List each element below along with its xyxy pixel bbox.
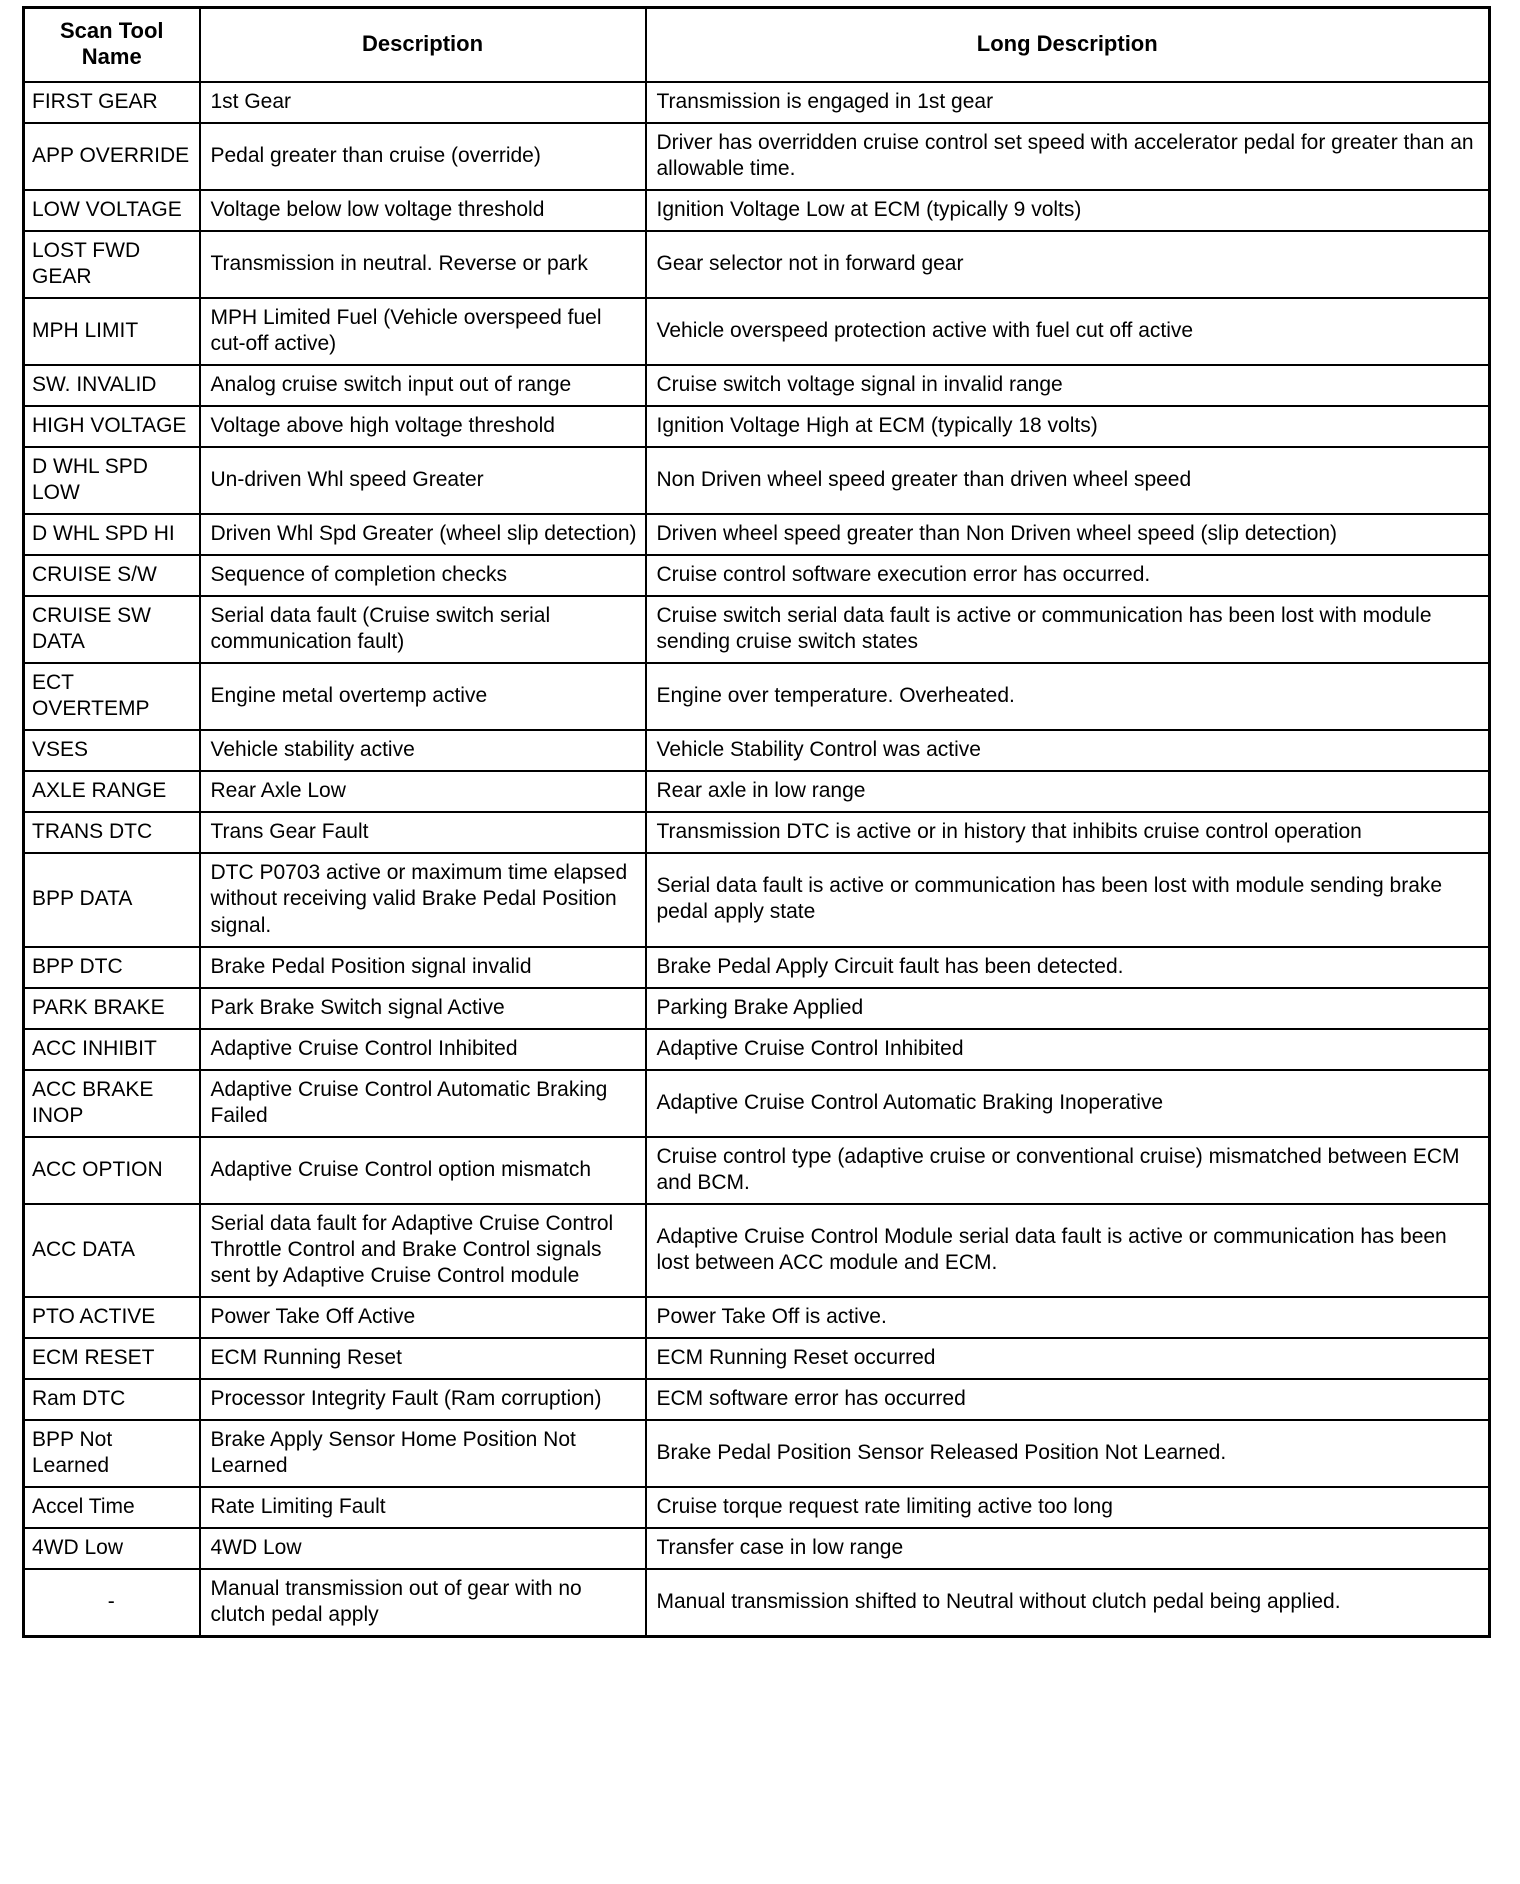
cell-long-description: Driven wheel speed greater than Non Driven wheel speed (slip detection)	[646, 514, 1490, 555]
cell-scan-tool-name: LOW VOLTAGE	[24, 190, 200, 231]
cell-description: Voltage below low voltage threshold	[200, 190, 646, 231]
cell-scan-tool-name: SW. INVALID	[24, 365, 200, 406]
table-row	[24, 555, 1490, 596]
table-row	[24, 447, 1490, 514]
cell-description: Park Brake Switch signal Active	[200, 988, 646, 1029]
cell-long-description: Vehicle Stability Control was active	[646, 730, 1490, 771]
cell-description: Serial data fault (Cruise switch serial communication fault)	[200, 596, 646, 663]
cell-scan-tool-name: D WHL SPD HI	[24, 514, 200, 555]
cell-description: Serial data fault for Adaptive Cruise Control Throttle Control and Brake Control signals sent by Adaptive Cruise Control module	[200, 1204, 646, 1297]
cell-scan-tool-name: CRUISE SW DATA	[24, 596, 200, 663]
table-row	[24, 730, 1490, 771]
table-header-row	[24, 8, 1490, 82]
cell-description: Processor Integrity Fault (Ram corruption)	[200, 1379, 646, 1420]
table-row	[24, 298, 1490, 365]
cell-long-description: Transfer case in low range	[646, 1528, 1490, 1569]
cell-description: Pedal greater than cruise (override)	[200, 123, 646, 190]
cell-scan-tool-name: ECM RESET	[24, 1338, 200, 1379]
cell-scan-tool-name: Ram DTC	[24, 1379, 200, 1420]
cell-long-description: Ignition Voltage Low at ECM (typically 9 volts)	[646, 190, 1490, 231]
table-body	[24, 82, 1490, 1637]
cell-scan-tool-name: ACC DATA	[24, 1204, 200, 1297]
table-row	[24, 663, 1490, 730]
cell-description: Adaptive Cruise Control Inhibited	[200, 1029, 646, 1070]
cell-scan-tool-name: 4WD Low	[24, 1528, 200, 1569]
table-row	[24, 1528, 1490, 1569]
cell-scan-tool-name: HIGH VOLTAGE	[24, 406, 200, 447]
cell-description: Sequence of completion checks	[200, 555, 646, 596]
cell-long-description: Driver has overridden cruise control set speed with accelerator pedal for greater than an allowable time.	[646, 123, 1490, 190]
table-row	[24, 988, 1490, 1029]
cell-long-description: Parking Brake Applied	[646, 988, 1490, 1029]
cell-long-description: Serial data fault is active or communication has been lost with module sending brake pedal apply state	[646, 853, 1490, 946]
table-row	[24, 365, 1490, 406]
cell-description: 1st Gear	[200, 82, 646, 123]
cell-description: MPH Limited Fuel (Vehicle overspeed fuel cut-off active)	[200, 298, 646, 365]
cell-long-description: Cruise switch voltage signal in invalid range	[646, 365, 1490, 406]
cell-scan-tool-name: ECT OVERTEMP	[24, 663, 200, 730]
cell-long-description: Ignition Voltage High at ECM (typically 18 volts)	[646, 406, 1490, 447]
cell-long-description: Cruise control software execution error has occurred.	[646, 555, 1490, 596]
cell-scan-tool-name: Accel Time	[24, 1487, 200, 1528]
cell-scan-tool-name: ACC BRAKE INOP	[24, 1070, 200, 1137]
cell-long-description: Vehicle overspeed protection active with fuel cut off active	[646, 298, 1490, 365]
column-header-scan-tool-name: Scan Tool Name	[24, 8, 200, 82]
cell-scan-tool-name: BPP DTC	[24, 947, 200, 988]
cell-long-description: Cruise torque request rate limiting active too long	[646, 1487, 1490, 1528]
cell-description: Brake Pedal Position signal invalid	[200, 947, 646, 988]
cell-description: Rate Limiting Fault	[200, 1487, 646, 1528]
cell-long-description: Adaptive Cruise Control Module serial data fault is active or communication has been lost between ACC module and ECM.	[646, 1204, 1490, 1297]
table-row	[24, 82, 1490, 123]
cell-long-description: Brake Pedal Position Sensor Released Position Not Learned.	[646, 1420, 1490, 1487]
cell-long-description: Brake Pedal Apply Circuit fault has been detected.	[646, 947, 1490, 988]
table-row	[24, 853, 1490, 946]
cell-description: 4WD Low	[200, 1528, 646, 1569]
cell-scan-tool-name: CRUISE S/W	[24, 555, 200, 596]
cell-scan-tool-name: FIRST GEAR	[24, 82, 200, 123]
cell-description: Adaptive Cruise Control Automatic Braking Failed	[200, 1070, 646, 1137]
cell-scan-tool-name: APP OVERRIDE	[24, 123, 200, 190]
cell-description: Transmission in neutral. Reverse or park	[200, 231, 646, 298]
cell-scan-tool-name: TRANS DTC	[24, 812, 200, 853]
table-row	[24, 231, 1490, 298]
cell-scan-tool-name: ACC OPTION	[24, 1137, 200, 1204]
cell-description: Analog cruise switch input out of range	[200, 365, 646, 406]
table-row	[24, 771, 1490, 812]
cell-description: Driven Whl Spd Greater (wheel slip detection)	[200, 514, 646, 555]
table-row	[24, 1137, 1490, 1204]
table-row	[24, 1420, 1490, 1487]
table-row	[24, 1569, 1490, 1637]
cell-scan-tool-name: MPH LIMIT	[24, 298, 200, 365]
table-row	[24, 514, 1490, 555]
table-row	[24, 812, 1490, 853]
table-row	[24, 1204, 1490, 1297]
table-row	[24, 1487, 1490, 1528]
cell-description: Un-driven Whl speed Greater	[200, 447, 646, 514]
cell-description: DTC P0703 active or maximum time elapsed without receiving valid Brake Pedal Position signal.	[200, 853, 646, 946]
cell-long-description: Transmission is engaged in 1st gear	[646, 82, 1490, 123]
cell-description: Trans Gear Fault	[200, 812, 646, 853]
cell-long-description: Cruise control type (adaptive cruise or conventional cruise) mismatched between ECM and BCM.	[646, 1137, 1490, 1204]
cell-long-description: Non Driven wheel speed greater than driven wheel speed	[646, 447, 1490, 514]
table-row	[24, 123, 1490, 190]
table-header	[24, 8, 1490, 82]
cell-long-description: Transmission DTC is active or in history that inhibits cruise control operation	[646, 812, 1490, 853]
column-header-long-description: Long Description	[646, 8, 1490, 82]
cell-long-description: Engine over temperature. Overheated.	[646, 663, 1490, 730]
cell-long-description: ECM software error has occurred	[646, 1379, 1490, 1420]
table-row	[24, 1029, 1490, 1070]
cell-description: ECM Running Reset	[200, 1338, 646, 1379]
cell-long-description: Adaptive Cruise Control Inhibited	[646, 1029, 1490, 1070]
cell-scan-tool-name: AXLE RANGE	[24, 771, 200, 812]
table-row	[24, 1297, 1490, 1338]
cell-long-description: ECM Running Reset occurred	[646, 1338, 1490, 1379]
cell-description: Voltage above high voltage threshold	[200, 406, 646, 447]
table-row	[24, 596, 1490, 663]
cell-description: Manual transmission out of gear with no clutch pedal apply	[200, 1569, 646, 1637]
cell-long-description: Gear selector not in forward gear	[646, 231, 1490, 298]
table-row	[24, 1379, 1490, 1420]
scan-tool-table	[22, 6, 1491, 1638]
cell-description: Adaptive Cruise Control option mismatch	[200, 1137, 646, 1204]
cell-scan-tool-name: BPP Not Learned	[24, 1420, 200, 1487]
cell-description: Vehicle stability active	[200, 730, 646, 771]
cell-description: Power Take Off Active	[200, 1297, 646, 1338]
cell-scan-tool-name: -	[24, 1569, 200, 1637]
table-row	[24, 190, 1490, 231]
table-row	[24, 1338, 1490, 1379]
table-row	[24, 406, 1490, 447]
cell-scan-tool-name: VSES	[24, 730, 200, 771]
cell-description: Rear Axle Low	[200, 771, 646, 812]
cell-long-description: Rear axle in low range	[646, 771, 1490, 812]
cell-long-description: Adaptive Cruise Control Automatic Braking Inoperative	[646, 1070, 1490, 1137]
cell-scan-tool-name: BPP DATA	[24, 853, 200, 946]
cell-long-description: Manual transmission shifted to Neutral without clutch pedal being applied.	[646, 1569, 1490, 1637]
cell-scan-tool-name: LOST FWD GEAR	[24, 231, 200, 298]
cell-long-description: Power Take Off is active.	[646, 1297, 1490, 1338]
cell-description: Brake Apply Sensor Home Position Not Learned	[200, 1420, 646, 1487]
cell-long-description: Cruise switch serial data fault is active or communication has been lost with module sending cruise switch states	[646, 596, 1490, 663]
cell-description: Engine metal overtemp active	[200, 663, 646, 730]
cell-scan-tool-name: D WHL SPD LOW	[24, 447, 200, 514]
cell-scan-tool-name: PARK BRAKE	[24, 988, 200, 1029]
column-header-description: Description	[200, 8, 646, 82]
cell-scan-tool-name: ACC INHIBIT	[24, 1029, 200, 1070]
table-row	[24, 947, 1490, 988]
table-row	[24, 1070, 1490, 1137]
cell-scan-tool-name: PTO ACTIVE	[24, 1297, 200, 1338]
